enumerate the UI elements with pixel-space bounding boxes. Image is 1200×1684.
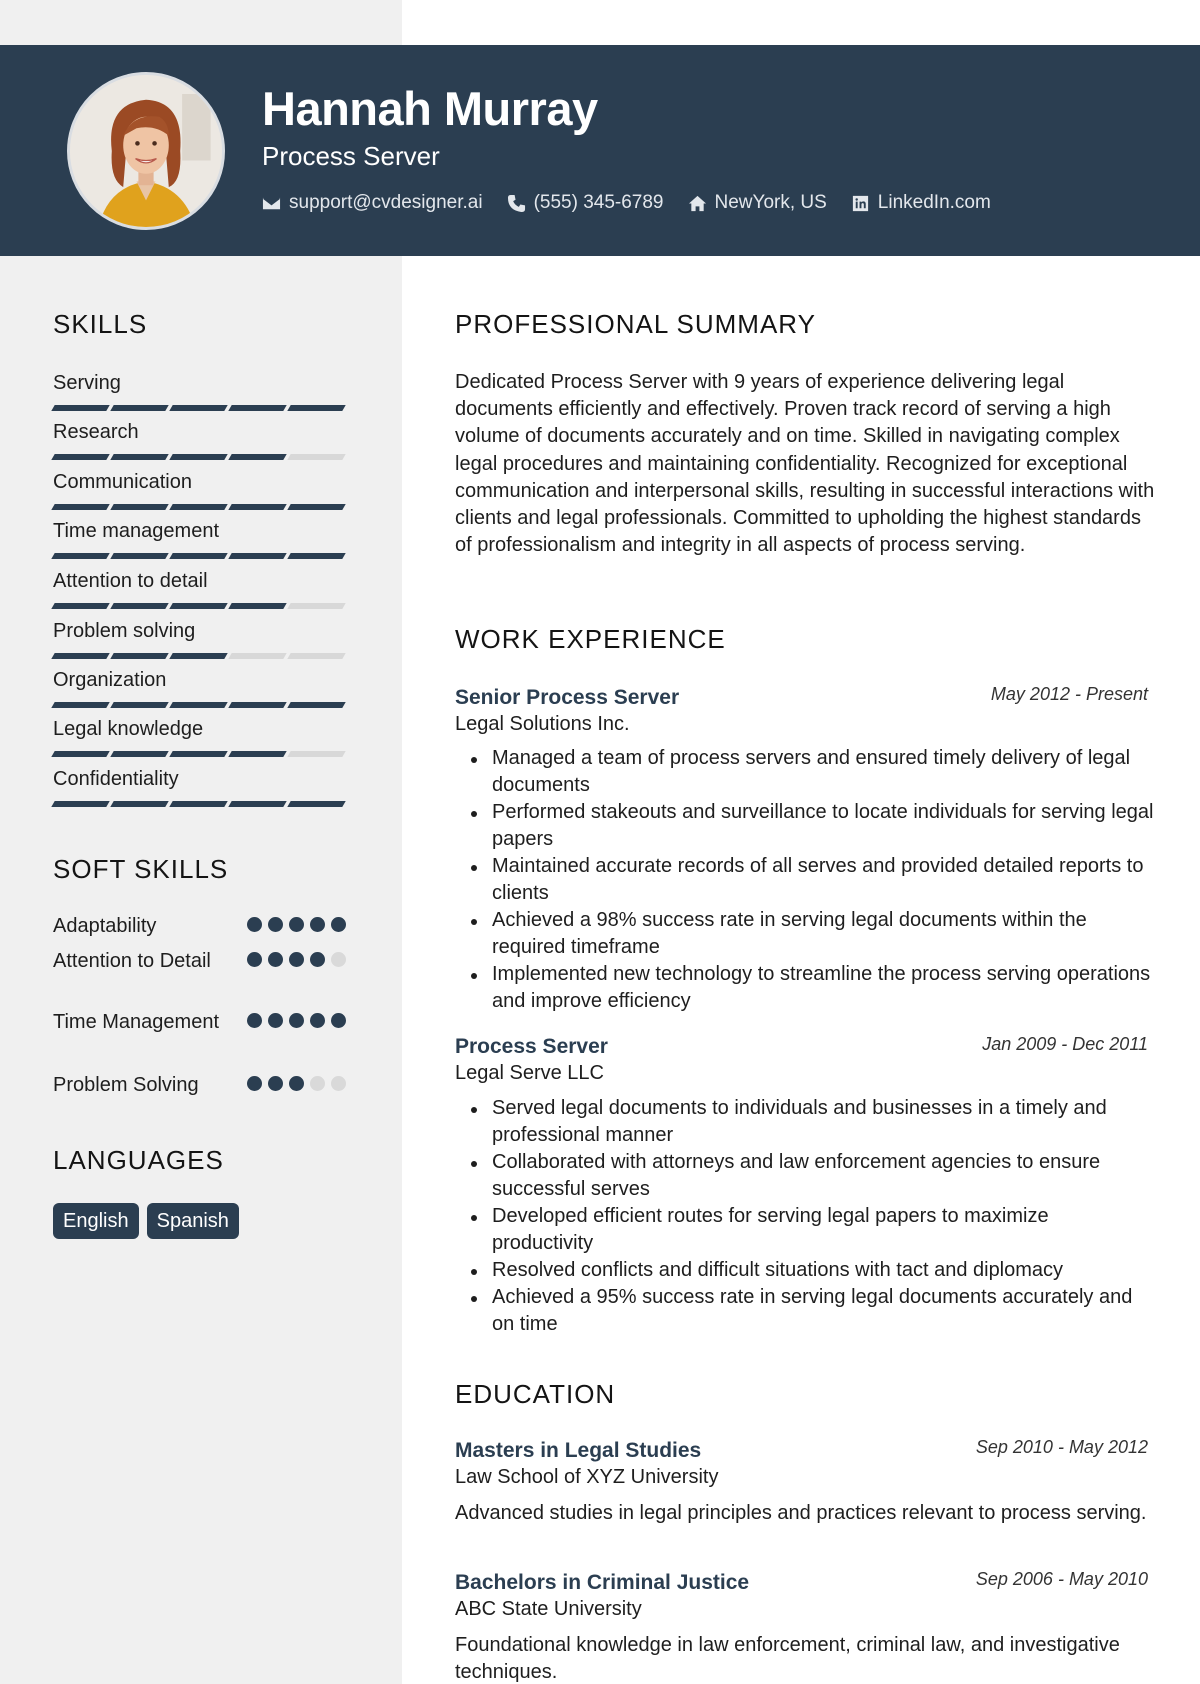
rating-bar-segment [51,702,109,708]
rating-dot [247,952,262,967]
list-item: Resolved conflicts and difficult situations with tact and diplomacy [455,1257,1155,1284]
skill-rating [53,751,349,757]
rating-dot [310,1013,325,1028]
rating-bar-segment [228,751,286,757]
rating-bar-segment [287,504,345,510]
rating-bar-segment [110,454,168,460]
rating-dot [331,952,346,967]
skill-item [53,667,349,708]
skill-rating [53,653,349,659]
skills-heading: SKILLS [53,309,148,339]
rating-bar-segment [169,653,227,659]
rating-bar-segment [228,454,286,460]
skill-label: Legal knowledge [53,718,204,740]
education-date: Sep 2010 - May 2012 [975,1437,1148,1457]
school-name: ABC State University [455,1598,642,1620]
list-item: Collaborated with attorneys and law enforcement agencies to ensure successful serves [455,1149,1155,1203]
list-item: Performed stakeouts and surveillance to locate individuals for serving legal papers [455,799,1155,853]
job-bullets [455,1095,1155,1338]
job-company: Legal Solutions Inc. [455,713,630,735]
profile-photo [70,75,222,227]
rating-dot [331,1076,346,1091]
soft-skill-label: Attention to Detail [53,950,211,972]
soft-skill-rating [247,952,352,967]
rating-bar-segment [110,702,168,708]
rating-bar-segment [287,702,345,708]
soft-skill-label: Problem Solving [53,1074,199,1096]
rating-bar-segment [51,603,109,609]
job-title: Process Server [455,1035,608,1058]
language-badge: English [53,1203,139,1239]
rating-bar-segment [51,751,109,757]
degree-title: Bachelors in Criminal Justice [455,1571,750,1594]
summary-heading: PROFESSIONAL SUMMARY [455,309,816,339]
rating-bar-segment [228,603,286,609]
rating-bar-segment [169,504,227,510]
language-list [53,1203,247,1239]
rating-bar-segment [51,454,109,460]
avatar [67,72,225,230]
job-company: Legal Serve LLC [455,1062,604,1084]
rating-bar-segment [51,405,109,411]
skill-label: Time management [53,520,219,542]
rating-bar-segment [169,603,227,609]
rating-bar-segment [51,801,109,807]
job-date: Jan 2009 - Dec 2011 [982,1034,1148,1054]
home-icon [688,194,707,213]
rating-bar-segment [51,553,109,559]
education-description: Advanced studies in legal principles and practices relevant to process serving. [455,1502,1147,1524]
skill-rating [53,801,349,807]
degree-title: Masters in Legal Studies [455,1439,702,1462]
rating-bar-segment [110,751,168,757]
rating-bar-segment [169,751,227,757]
job-bullets [455,745,1155,1015]
soft-skill-rating [247,1076,352,1091]
phone-icon [507,194,526,213]
education-date: Sep 2006 - May 2010 [975,1569,1148,1589]
skill-label: Organization [53,669,167,691]
skill-label: Communication [53,471,192,493]
skill-item [53,716,349,757]
rating-bar-segment [169,702,227,708]
job-date: May 2012 - Present [990,684,1148,704]
contact-phone[interactable] [507,192,664,214]
skill-item [53,618,349,659]
rating-dot [289,1076,304,1091]
list-item: Implemented new technology to streamline the process serving operations and improve efficiency [455,961,1155,1015]
rating-bar-segment [110,504,168,510]
rating-dot [268,1013,283,1028]
candidate-title: Process Server [262,141,440,171]
email-text: support@cvdesigner.ai [289,192,483,213]
rating-dot [289,917,304,932]
language-badge: Spanish [147,1203,239,1239]
rating-bar-segment [169,553,227,559]
job-title: Senior Process Server [455,686,680,709]
rating-dot [289,1013,304,1028]
rating-dot [310,952,325,967]
rating-dot [247,917,262,932]
skill-label: Confidentiality [53,768,179,790]
rating-bar-segment [110,553,168,559]
linkedin-text: LinkedIn.com [877,192,991,213]
education-description: Foundational knowledge in law enforcement, criminal law, and investigative techniques. [455,1634,1120,1683]
rating-bar-segment [228,553,286,559]
rating-bar-segment [51,653,109,659]
list-item: Served legal documents to individuals and businesses in a timely and professional manner [455,1095,1155,1149]
rating-bar-segment [110,653,168,659]
soft-skill-item [53,1072,353,1099]
rating-bar-segment [287,801,345,807]
soft-skill-label: Time Management [53,1011,219,1033]
skill-item [53,370,349,411]
rating-bar-segment [287,405,345,411]
rating-bar-segment [169,405,227,411]
soft-skill-item [53,1009,353,1036]
location-text: NewYork, US [714,192,827,213]
skill-label: Problem solving [53,620,196,642]
contact-row [262,192,1015,214]
rating-dot [247,1076,262,1091]
skill-rating [53,702,349,708]
skill-rating [53,603,349,609]
skill-rating [53,553,349,559]
skill-label: Attention to detail [53,570,208,592]
skill-rating [53,405,349,411]
skill-item [53,766,349,807]
list-item: Managed a team of process servers and ensured timely delivery of legal documents [455,745,1155,799]
skill-item [53,518,349,559]
rating-bar-segment [287,751,345,757]
skill-rating [53,504,349,510]
rating-dot [331,917,346,932]
soft-skill-item [53,948,353,975]
rating-dot [268,1076,283,1091]
list-item: Achieved a 98% success rate in serving legal documents within the required timeframe [455,907,1155,961]
contact-linkedin[interactable] [851,192,991,214]
rating-bar-segment [51,504,109,510]
skill-rating [53,454,349,460]
list-item: Achieved a 95% success rate in serving legal documents accurately and on time [455,1284,1155,1338]
rating-dot [331,1013,346,1028]
soft-skill-item [53,913,353,940]
rating-bar-segment [228,504,286,510]
rating-bar-segment [110,603,168,609]
soft-skill-rating [247,917,352,932]
languages-heading: LANGUAGES [53,1145,224,1175]
rating-dot [289,952,304,967]
skill-label: Serving [53,372,121,394]
soft-skill-rating [247,1013,352,1028]
rating-dot [247,1013,262,1028]
skill-item [53,469,349,510]
rating-bar-segment [169,454,227,460]
rating-bar-segment [287,653,345,659]
skill-label: Research [53,421,139,443]
rating-bar-segment [228,653,286,659]
rating-bar-segment [110,405,168,411]
rating-bar-segment [228,702,286,708]
rating-bar-segment [110,801,168,807]
school-name: Law School of XYZ University [455,1466,719,1488]
rating-bar-segment [169,801,227,807]
contact-location [688,192,827,214]
rating-bar-segment [287,603,345,609]
linkedin-icon [851,194,870,213]
skill-item [53,419,349,460]
candidate-name: Hannah Murray [262,82,598,135]
skill-item [53,568,349,609]
resume-header [0,45,1200,256]
rating-dot [268,917,283,932]
soft-skill-label: Adaptability [53,915,157,937]
rating-bar-segment [287,454,345,460]
education-heading: EDUCATION [455,1379,616,1409]
rating-dot [310,917,325,932]
rating-bar-segment [287,553,345,559]
soft-skills-heading: SOFT SKILLS [53,854,229,884]
experience-heading: WORK EXPERIENCE [455,624,726,654]
rating-dot [268,952,283,967]
summary-text: Dedicated Process Server with 9 years of experience delivering legal documents efficiently and effectively. Proven track record of serving a high volume of documents accurately and on time. Skilled in navigating complex legal procedures and maintaining confidentiality. Recognized for exceptional communication and interpersonal skills, resulting in successful interactions with clients and legal professionals. Committed to upholding the highest standards of professionalism and integrity in all aspects of process serving. [455,371,1155,557]
rating-dot [310,1076,325,1091]
rating-bar-segment [228,405,286,411]
rating-bar-segment [228,801,286,807]
phone-text: (555) 345-6789 [533,192,664,213]
envelope-icon [262,194,281,213]
list-item: Developed efficient routes for serving legal papers to maximize productivity [455,1203,1155,1257]
list-item: Maintained accurate records of all serves and provided detailed reports to clients [455,853,1155,907]
contact-email[interactable] [262,192,483,214]
